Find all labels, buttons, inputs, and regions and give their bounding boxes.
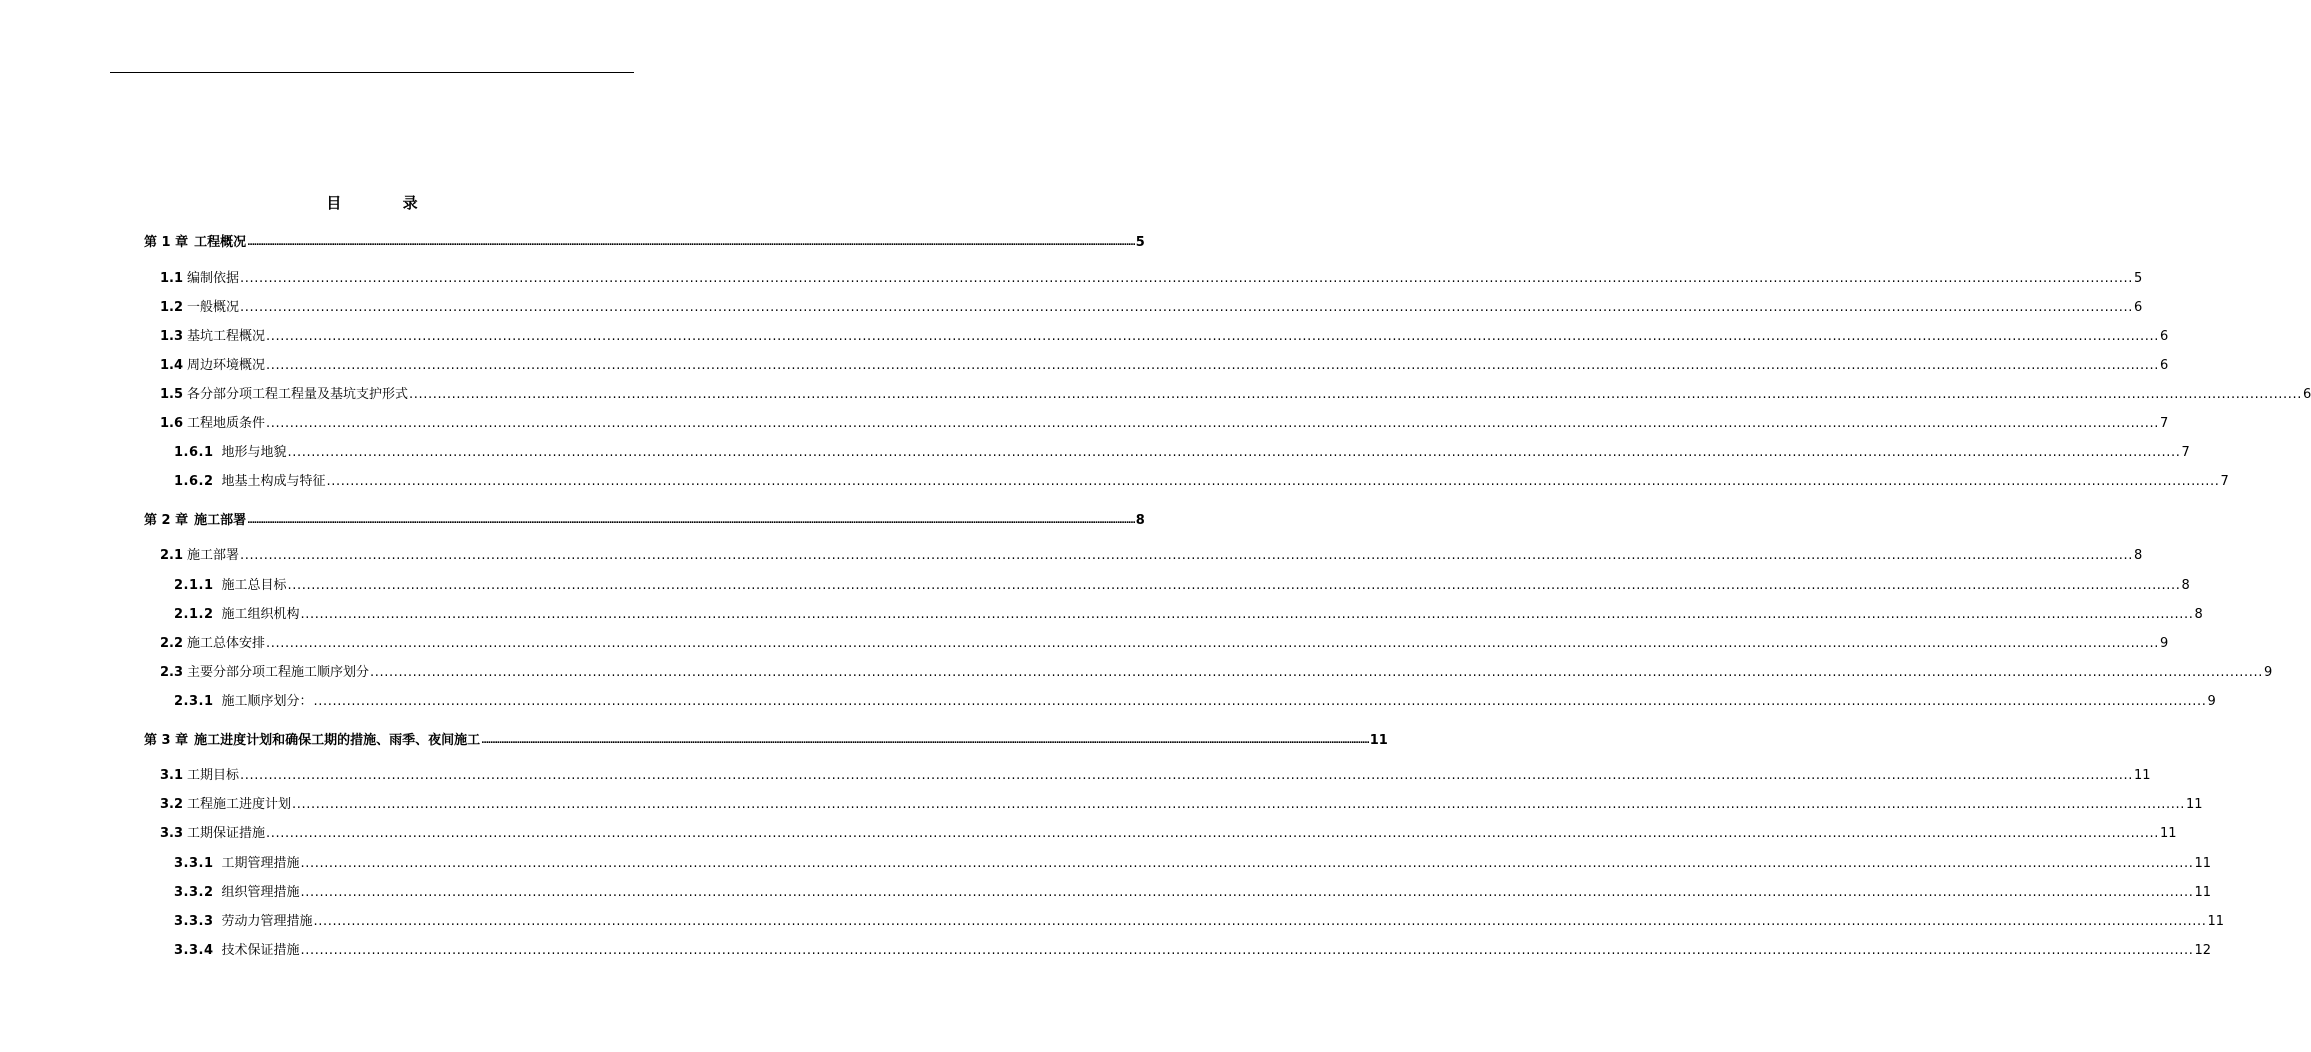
toc-entry-page: 9 bbox=[2159, 636, 2169, 651]
toc-entry-label: 技术保证措施 bbox=[221, 943, 300, 958]
toc-entry-page: 6 bbox=[2133, 300, 2143, 315]
toc-entry-3-3-4[interactable] bbox=[174, 938, 2212, 958]
toc-leader: ................................................................................................................................................................................................................................................................................................................................................................................................................ bbox=[481, 736, 1369, 746]
toc-entry-chapter-3[interactable] bbox=[144, 728, 1388, 748]
toc-entry-label: 工程施工进度计划 bbox=[187, 797, 292, 812]
toc-entry-label: 施工总目标 bbox=[221, 578, 287, 593]
toc-entry-label: 基坑工程概况 bbox=[187, 329, 266, 344]
toc-entry-page: 11 bbox=[2185, 797, 2203, 812]
toc-entry-page: 6 bbox=[2302, 387, 2311, 402]
toc-entry-2-3[interactable] bbox=[160, 660, 2273, 680]
toc-entry-number: 1.5 bbox=[160, 387, 184, 402]
toc-entry-page: 8 bbox=[2133, 548, 2143, 563]
toc-leader: ................................................................................................................................................................................................................................................................................................................................................................................................................ bbox=[409, 387, 2302, 402]
toc-entry-number: 2.2 bbox=[160, 636, 184, 651]
toc-entry-label: 编制依据 bbox=[187, 271, 240, 286]
toc-entry-label: 工程概况 bbox=[194, 235, 247, 250]
toc-entry-number: 2.1.2 bbox=[174, 607, 214, 622]
toc-entry-number: 1.6.1 bbox=[174, 445, 214, 460]
toc-entry-page: 7 bbox=[2220, 474, 2229, 489]
toc-entry-2-2[interactable] bbox=[160, 631, 2169, 651]
toc-leader: ................................................................................................................................................................................................................................................................................................................................................................................................................ bbox=[266, 416, 2159, 431]
toc-entry-number: 3.2 bbox=[160, 797, 184, 812]
toc-entry-label: 工期保证措施 bbox=[187, 826, 266, 841]
toc-entry-page: 5 bbox=[2133, 271, 2143, 286]
toc-entry-number: 3.3 bbox=[160, 826, 184, 841]
toc-leader: ................................................................................................................................................................................................................................................................................................................................................................................................................ bbox=[266, 826, 2159, 841]
toc-entry-number: 3.3.3 bbox=[174, 914, 214, 929]
toc-entry-3-3-2[interactable] bbox=[174, 880, 2212, 900]
toc-entry-label: 工期目标 bbox=[187, 768, 240, 783]
toc-entry-label: 一般概况 bbox=[187, 300, 240, 315]
toc-entry-page: 8 bbox=[1135, 513, 1145, 528]
toc-entry-number: 3.3.4 bbox=[174, 943, 214, 958]
toc-entry-1-2[interactable] bbox=[160, 295, 2143, 315]
toc-entry-3-3-1[interactable] bbox=[174, 851, 2212, 871]
toc-leader: ................................................................................................................................................................................................................................................................................................................................................................................................................ bbox=[313, 914, 2207, 929]
toc-leader: ................................................................................................................................................................................................................................................................................................................................................................................................................ bbox=[287, 578, 2181, 593]
toc-entry-number: 第 3 章 bbox=[144, 733, 189, 748]
toc-entry-label: 施工部署 bbox=[187, 548, 240, 563]
toc-entry-2-1-1[interactable] bbox=[174, 573, 2190, 593]
toc-entry-page: 12 bbox=[2194, 943, 2212, 958]
toc-entry-page: 6 bbox=[2159, 358, 2169, 373]
toc-leader: ................................................................................................................................................................................................................................................................................................................................................................................................................ bbox=[326, 474, 2220, 489]
toc-leader: ................................................................................................................................................................................................................................................................................................................................................................................................................ bbox=[240, 548, 2133, 563]
toc-entry-number: 3.3.2 bbox=[174, 885, 214, 900]
toc-entry-number: 1.6 bbox=[160, 416, 184, 431]
toc-entry-label: 地形与地貌 bbox=[221, 445, 287, 460]
toc-entry-1-6[interactable] bbox=[160, 411, 2169, 431]
toc-entry-label: 工程地质条件 bbox=[187, 416, 266, 431]
toc-entry-label: 施工组织机构 bbox=[221, 607, 300, 622]
toc-entry-page: 9 bbox=[2263, 665, 2273, 680]
toc-leader: ................................................................................................................................................................................................................................................................................................................................................................................................................ bbox=[266, 636, 2159, 651]
toc-leader: ................................................................................................................................................................................................................................................................................................................................................................................................................ bbox=[300, 885, 2194, 900]
toc-leader: ................................................................................................................................................................................................................................................................................................................................................................................................................ bbox=[370, 665, 2263, 680]
toc-leader: ................................................................................................................................................................................................................................................................................................................................................................................................................ bbox=[247, 238, 1135, 248]
toc-entry-label: 施工总体安排 bbox=[187, 636, 266, 651]
toc-entry-1-6-2[interactable] bbox=[174, 469, 2229, 489]
toc-entry-3-2[interactable] bbox=[160, 792, 2203, 812]
toc-entry-page: 11 bbox=[2194, 885, 2212, 900]
toc-entry-page: 7 bbox=[2181, 445, 2190, 460]
toc-entry-number: 第 1 章 bbox=[144, 235, 189, 250]
toc-leader: ................................................................................................................................................................................................................................................................................................................................................................................................................ bbox=[247, 516, 1135, 526]
toc-entry-1-3[interactable] bbox=[160, 324, 2169, 344]
toc-entry-number: 1.3 bbox=[160, 329, 184, 344]
toc-entry-number: 3.3.1 bbox=[174, 856, 214, 871]
toc-leader: ................................................................................................................................................................................................................................................................................................................................................................................................................ bbox=[300, 943, 2194, 958]
toc-entry-3-3[interactable] bbox=[160, 821, 2177, 841]
toc-entry-number: 3.1 bbox=[160, 768, 184, 783]
toc-entry-label: 地基土构成与特征 bbox=[221, 474, 326, 489]
toc-entry-1-4[interactable] bbox=[160, 353, 2169, 373]
toc-leader: ................................................................................................................................................................................................................................................................................................................................................................................................................ bbox=[240, 271, 2133, 286]
toc-entry-number: 2.1 bbox=[160, 548, 184, 563]
toc-entry-label: 施工顺序划分： bbox=[221, 694, 313, 709]
toc-entry-number: 2.3.1 bbox=[174, 694, 214, 709]
toc-entry-label: 主要分部分项工程施工顺序划分 bbox=[187, 665, 370, 680]
toc-entry-number: 1.2 bbox=[160, 300, 184, 315]
toc-entry-label: 组织管理措施 bbox=[221, 885, 300, 900]
toc-leader: ................................................................................................................................................................................................................................................................................................................................................................................................................ bbox=[266, 329, 2159, 344]
toc-entry-3-1[interactable] bbox=[160, 763, 2151, 783]
toc-entry-page: 8 bbox=[2181, 578, 2190, 593]
toc-leader: ................................................................................................................................................................................................................................................................................................................................................................................................................ bbox=[313, 694, 2207, 709]
toc-leader: ................................................................................................................................................................................................................................................................................................................................................................................................................ bbox=[300, 607, 2194, 622]
toc-entry-page: 7 bbox=[2159, 416, 2169, 431]
toc-entry-number: 2.3 bbox=[160, 665, 184, 680]
toc-entry-2-1[interactable] bbox=[160, 543, 2143, 563]
toc-entry-1-6-1[interactable] bbox=[174, 440, 2190, 460]
toc-entry-number: 第 2 章 bbox=[144, 513, 189, 528]
toc-entry-page: 9 bbox=[2207, 694, 2216, 709]
toc-entry-page: 11 bbox=[1369, 733, 1388, 748]
toc-leader: ................................................................................................................................................................................................................................................................................................................................................................................................................ bbox=[300, 856, 2194, 871]
toc-entry-label: 工期管理措施 bbox=[221, 856, 300, 871]
toc-entry-label: 施工部署 bbox=[194, 513, 247, 528]
toc-entry-page: 11 bbox=[2159, 826, 2177, 841]
toc-entry-chapter-1[interactable] bbox=[144, 230, 1145, 250]
toc-entry-page: 11 bbox=[2207, 914, 2225, 929]
toc-entry-page: 5 bbox=[1135, 235, 1145, 250]
toc-entry-number: 1.6.2 bbox=[174, 474, 214, 489]
toc-entry-1-5[interactable] bbox=[160, 382, 2311, 402]
toc-entry-page: 11 bbox=[2133, 768, 2151, 783]
toc-entry-chapter-2[interactable] bbox=[144, 508, 1145, 528]
toc-entry-page: 11 bbox=[2194, 856, 2212, 871]
toc-leader: ................................................................................................................................................................................................................................................................................................................................................................................................................ bbox=[287, 445, 2181, 460]
toc-entry-label: 劳动力管理措施 bbox=[221, 914, 313, 929]
toc-leader: ................................................................................................................................................................................................................................................................................................................................................................................................................ bbox=[292, 797, 2185, 812]
toc-entry-2-1-2[interactable] bbox=[174, 602, 2203, 622]
toc-leader: ................................................................................................................................................................................................................................................................................................................................................................................................................ bbox=[266, 358, 2159, 373]
toc-leader: ................................................................................................................................................................................................................................................................................................................................................................................................................ bbox=[240, 300, 2133, 315]
toc-entry-2-3-1[interactable] bbox=[174, 689, 2216, 709]
toc-entry-page: 8 bbox=[2194, 607, 2203, 622]
toc-entry-3-3-3[interactable] bbox=[174, 909, 2225, 929]
toc-title: 目 录 bbox=[326, 194, 446, 212]
toc-entry-label: 施工进度计划和确保工期的措施、雨季、夜间施工 bbox=[194, 733, 481, 748]
toc-entry-number: 1.4 bbox=[160, 358, 184, 373]
toc-leader: ................................................................................................................................................................................................................................................................................................................................................................................................................ bbox=[240, 768, 2133, 783]
toc-entry-number: 2.1.1 bbox=[174, 578, 214, 593]
toc-entry-label: 各分部分项工程工程量及基坑支护形式 bbox=[187, 387, 409, 402]
toc-entry-1-1[interactable] bbox=[160, 266, 2143, 286]
toc-entry-label: 周边环境概况 bbox=[187, 358, 266, 373]
toc-entry-page: 6 bbox=[2159, 329, 2169, 344]
toc-entry-number: 1.1 bbox=[160, 271, 184, 286]
